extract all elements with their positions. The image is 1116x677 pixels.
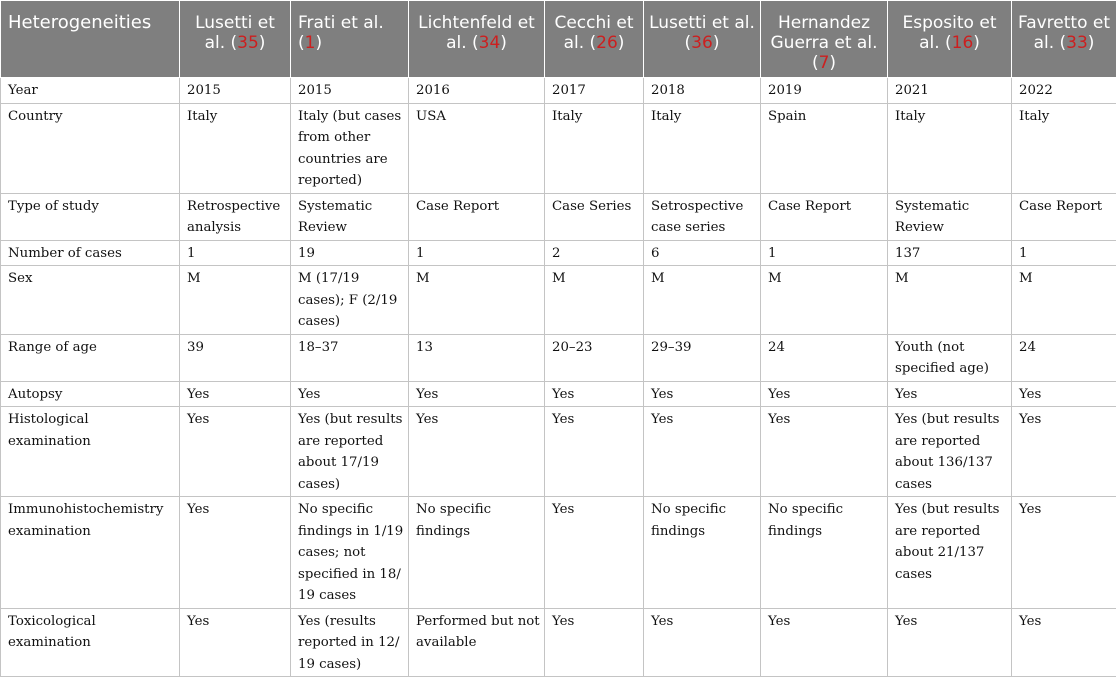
- table-cell: Italy: [888, 103, 1012, 193]
- table-cell: 29–39: [644, 334, 761, 381]
- row-label: Range of age: [1, 334, 180, 381]
- row-label: Number of cases: [1, 240, 180, 266]
- table-row: [1, 193, 1116, 240]
- table-cell: Yes (but results are reported about 21/137 cases: [888, 497, 1012, 609]
- table-cell: Yes: [761, 407, 888, 497]
- table-cell: Systematic Review: [888, 193, 1012, 240]
- table-cell: 2017: [545, 78, 644, 104]
- header-study-4: Cecchi et al. (26): [545, 1, 644, 78]
- table-cell: No specific findings: [761, 497, 888, 609]
- table-cell: Performed but not available: [409, 608, 545, 677]
- table-cell: Yes: [180, 381, 291, 407]
- ref-link[interactable]: 26: [596, 33, 618, 53]
- table-cell: Yes: [1012, 381, 1116, 407]
- table-cell: Yes (results reported in 12/ 19 cases): [291, 608, 409, 677]
- table-cell: 1: [180, 240, 291, 266]
- table-cell: 20–23: [545, 334, 644, 381]
- table-cell: No specific findings in 1/19 cases; not specified in 18/ 19 cases: [291, 497, 409, 609]
- table-row: [1, 497, 1116, 609]
- table-row: [1, 240, 1116, 266]
- table-cell: M: [180, 266, 291, 335]
- table-cell: Yes: [644, 608, 761, 677]
- ref-link[interactable]: 34: [479, 33, 501, 53]
- ref-link[interactable]: 36: [691, 33, 713, 53]
- table-cell: Yes: [291, 381, 409, 407]
- ref-link[interactable]: 1: [305, 33, 316, 53]
- header-study-7: Esposito et al. (16): [888, 1, 1012, 78]
- table-cell: Yes: [761, 381, 888, 407]
- table-cell: Yes: [888, 608, 1012, 677]
- table-cell: 2019: [761, 78, 888, 104]
- table-cell: 2016: [409, 78, 545, 104]
- ref-link[interactable]: 7: [819, 53, 830, 73]
- table-cell: Case Report: [1012, 193, 1116, 240]
- table-cell: 18–37: [291, 334, 409, 381]
- row-label: Histological examination: [1, 407, 180, 497]
- ref-link[interactable]: 33: [1066, 33, 1088, 53]
- table-cell: 2015: [180, 78, 291, 104]
- table-row: [1, 334, 1116, 381]
- header-heterogeneities: Heterogeneities: [1, 1, 180, 78]
- table-cell: Yes: [1012, 608, 1116, 677]
- table-cell: 137: [888, 240, 1012, 266]
- row-label: Sex: [1, 266, 180, 335]
- row-label: Toxicological examination: [1, 608, 180, 677]
- table-cell: Yes: [545, 497, 644, 609]
- table-cell: 39: [180, 334, 291, 381]
- table-row: [1, 381, 1116, 407]
- table-cell: M: [888, 266, 1012, 335]
- table-cell: 2015: [291, 78, 409, 104]
- table-cell: Italy: [545, 103, 644, 193]
- table-cell: 1: [761, 240, 888, 266]
- row-label: Year: [1, 78, 180, 104]
- table-cell: 13: [409, 334, 545, 381]
- table-cell: 1: [1012, 240, 1116, 266]
- table-cell: M: [644, 266, 761, 335]
- table-cell: M: [409, 266, 545, 335]
- table-cell: Yes: [545, 381, 644, 407]
- table-cell: 6: [644, 240, 761, 266]
- table-cell: Setrospective case series: [644, 193, 761, 240]
- table-cell: Yes: [1012, 407, 1116, 497]
- table-cell: Yes: [409, 407, 545, 497]
- table-cell: 19: [291, 240, 409, 266]
- table-row: [1, 407, 1116, 497]
- table-cell: Yes: [1012, 497, 1116, 609]
- table-cell: Yes (but results are reported about 136/137 cases: [888, 407, 1012, 497]
- table-cell: Yes: [545, 608, 644, 677]
- table-row: [1, 78, 1116, 104]
- table-cell: Yes: [180, 497, 291, 609]
- header-study-6: Hernandez Guerra et al. (7): [761, 1, 888, 78]
- header-study-3: Lichtenfeld et al. (34): [409, 1, 545, 78]
- header-row: [1, 1, 1116, 78]
- table-cell: M (17/19 cases); F (2/19 cases): [291, 266, 409, 335]
- table-cell: Yes: [180, 407, 291, 497]
- table-cell: M: [761, 266, 888, 335]
- table-cell: Systematic Review: [291, 193, 409, 240]
- table-cell: 24: [1012, 334, 1116, 381]
- table-cell: 2: [545, 240, 644, 266]
- table-cell: 2021: [888, 78, 1012, 104]
- table-cell: Youth (not specified age): [888, 334, 1012, 381]
- table-cell: Italy: [180, 103, 291, 193]
- table-cell: 24: [761, 334, 888, 381]
- row-label: Autopsy: [1, 381, 180, 407]
- table-cell: Spain: [761, 103, 888, 193]
- table-cell: 1: [409, 240, 545, 266]
- row-label: Country: [1, 103, 180, 193]
- table-row: [1, 103, 1116, 193]
- ref-link[interactable]: 16: [952, 33, 974, 53]
- table-cell: M: [1012, 266, 1116, 335]
- table-cell: USA: [409, 103, 545, 193]
- table-cell: Retrospective analysis: [180, 193, 291, 240]
- table-cell: 2018: [644, 78, 761, 104]
- table-cell: No specific findings: [409, 497, 545, 609]
- table-cell: Yes: [409, 381, 545, 407]
- table-cell: Yes (but results are reported about 17/19 cases): [291, 407, 409, 497]
- row-label: Immunohistochemistry examination: [1, 497, 180, 609]
- table-cell: Italy (but cases from other countries are reported): [291, 103, 409, 193]
- table-cell: M: [545, 266, 644, 335]
- table-cell: Case Series: [545, 193, 644, 240]
- table-cell: Italy: [1012, 103, 1116, 193]
- header-study-2: Frati et al. (1): [291, 1, 409, 78]
- table-body: [1, 78, 1116, 677]
- header-study-8: Favretto et al. (33): [1012, 1, 1116, 78]
- table-cell: Yes: [644, 381, 761, 407]
- table-cell: Yes: [761, 608, 888, 677]
- table-cell: 2022: [1012, 78, 1116, 104]
- row-label: Type of study: [1, 193, 180, 240]
- table-row: [1, 266, 1116, 335]
- table-cell: Yes: [545, 407, 644, 497]
- header-study-1: Lusetti et al. (35): [180, 1, 291, 78]
- table-cell: Case Report: [409, 193, 545, 240]
- table-cell: Yes: [644, 407, 761, 497]
- ref-link[interactable]: 35: [237, 33, 259, 53]
- table-cell: Yes: [180, 608, 291, 677]
- header-study-5: Lusetti et al. (36): [644, 1, 761, 78]
- table-cell: Case Report: [761, 193, 888, 240]
- table-cell: No specific findings: [644, 497, 761, 609]
- table-cell: Yes: [888, 381, 1012, 407]
- table-row: [1, 608, 1116, 677]
- table-cell: Italy: [644, 103, 761, 193]
